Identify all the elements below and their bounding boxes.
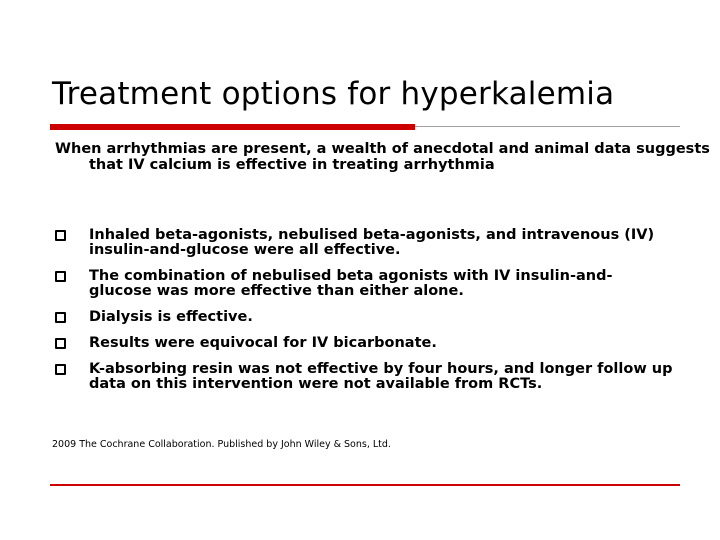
title-accent-bar [50,124,415,130]
hollow-square-bullet-icon [55,364,66,375]
bullet-item [55,310,675,325]
bullet-text: K-absorbing resin was not effective by four hours, and longer follow up data on this intervention were not available from RCTs. [89,361,673,392]
bullet-item [55,362,675,392]
hollow-square-bullet-icon [55,338,66,349]
bullet-text: Dialysis is effective. [89,309,253,325]
footer-accent-line [50,484,680,486]
hollow-square-bullet-icon [55,230,66,241]
bullet-text: The combination of nebulised beta agonists with IV insulin-and-glucose was more effective than either alone. [89,268,613,299]
bullet-item [55,336,675,351]
intro-paragraph: When arrhythmias are present, a wealth of anecdotal and animal data suggests that IV calcium is effective in treating arrhythmia [55,141,710,173]
bullet-text: Inhaled beta-agonists, nebulised beta-agonists, and intravenous (IV) insulin-and-glucose were all effective. [89,227,655,258]
bullet-text: Results were equivocal for IV bicarbonate. [89,335,437,351]
bullet-item [55,269,675,299]
bullet-list [55,228,675,403]
bullet-item [55,228,675,258]
citation-text: 2009 The Cochrane Collaboration. Published by John Wiley & Sons, Ltd. [52,439,391,450]
hollow-square-bullet-icon [55,271,66,282]
slide-title: Treatment options for hyperkalemia [52,76,615,112]
hollow-square-bullet-icon [55,312,66,323]
